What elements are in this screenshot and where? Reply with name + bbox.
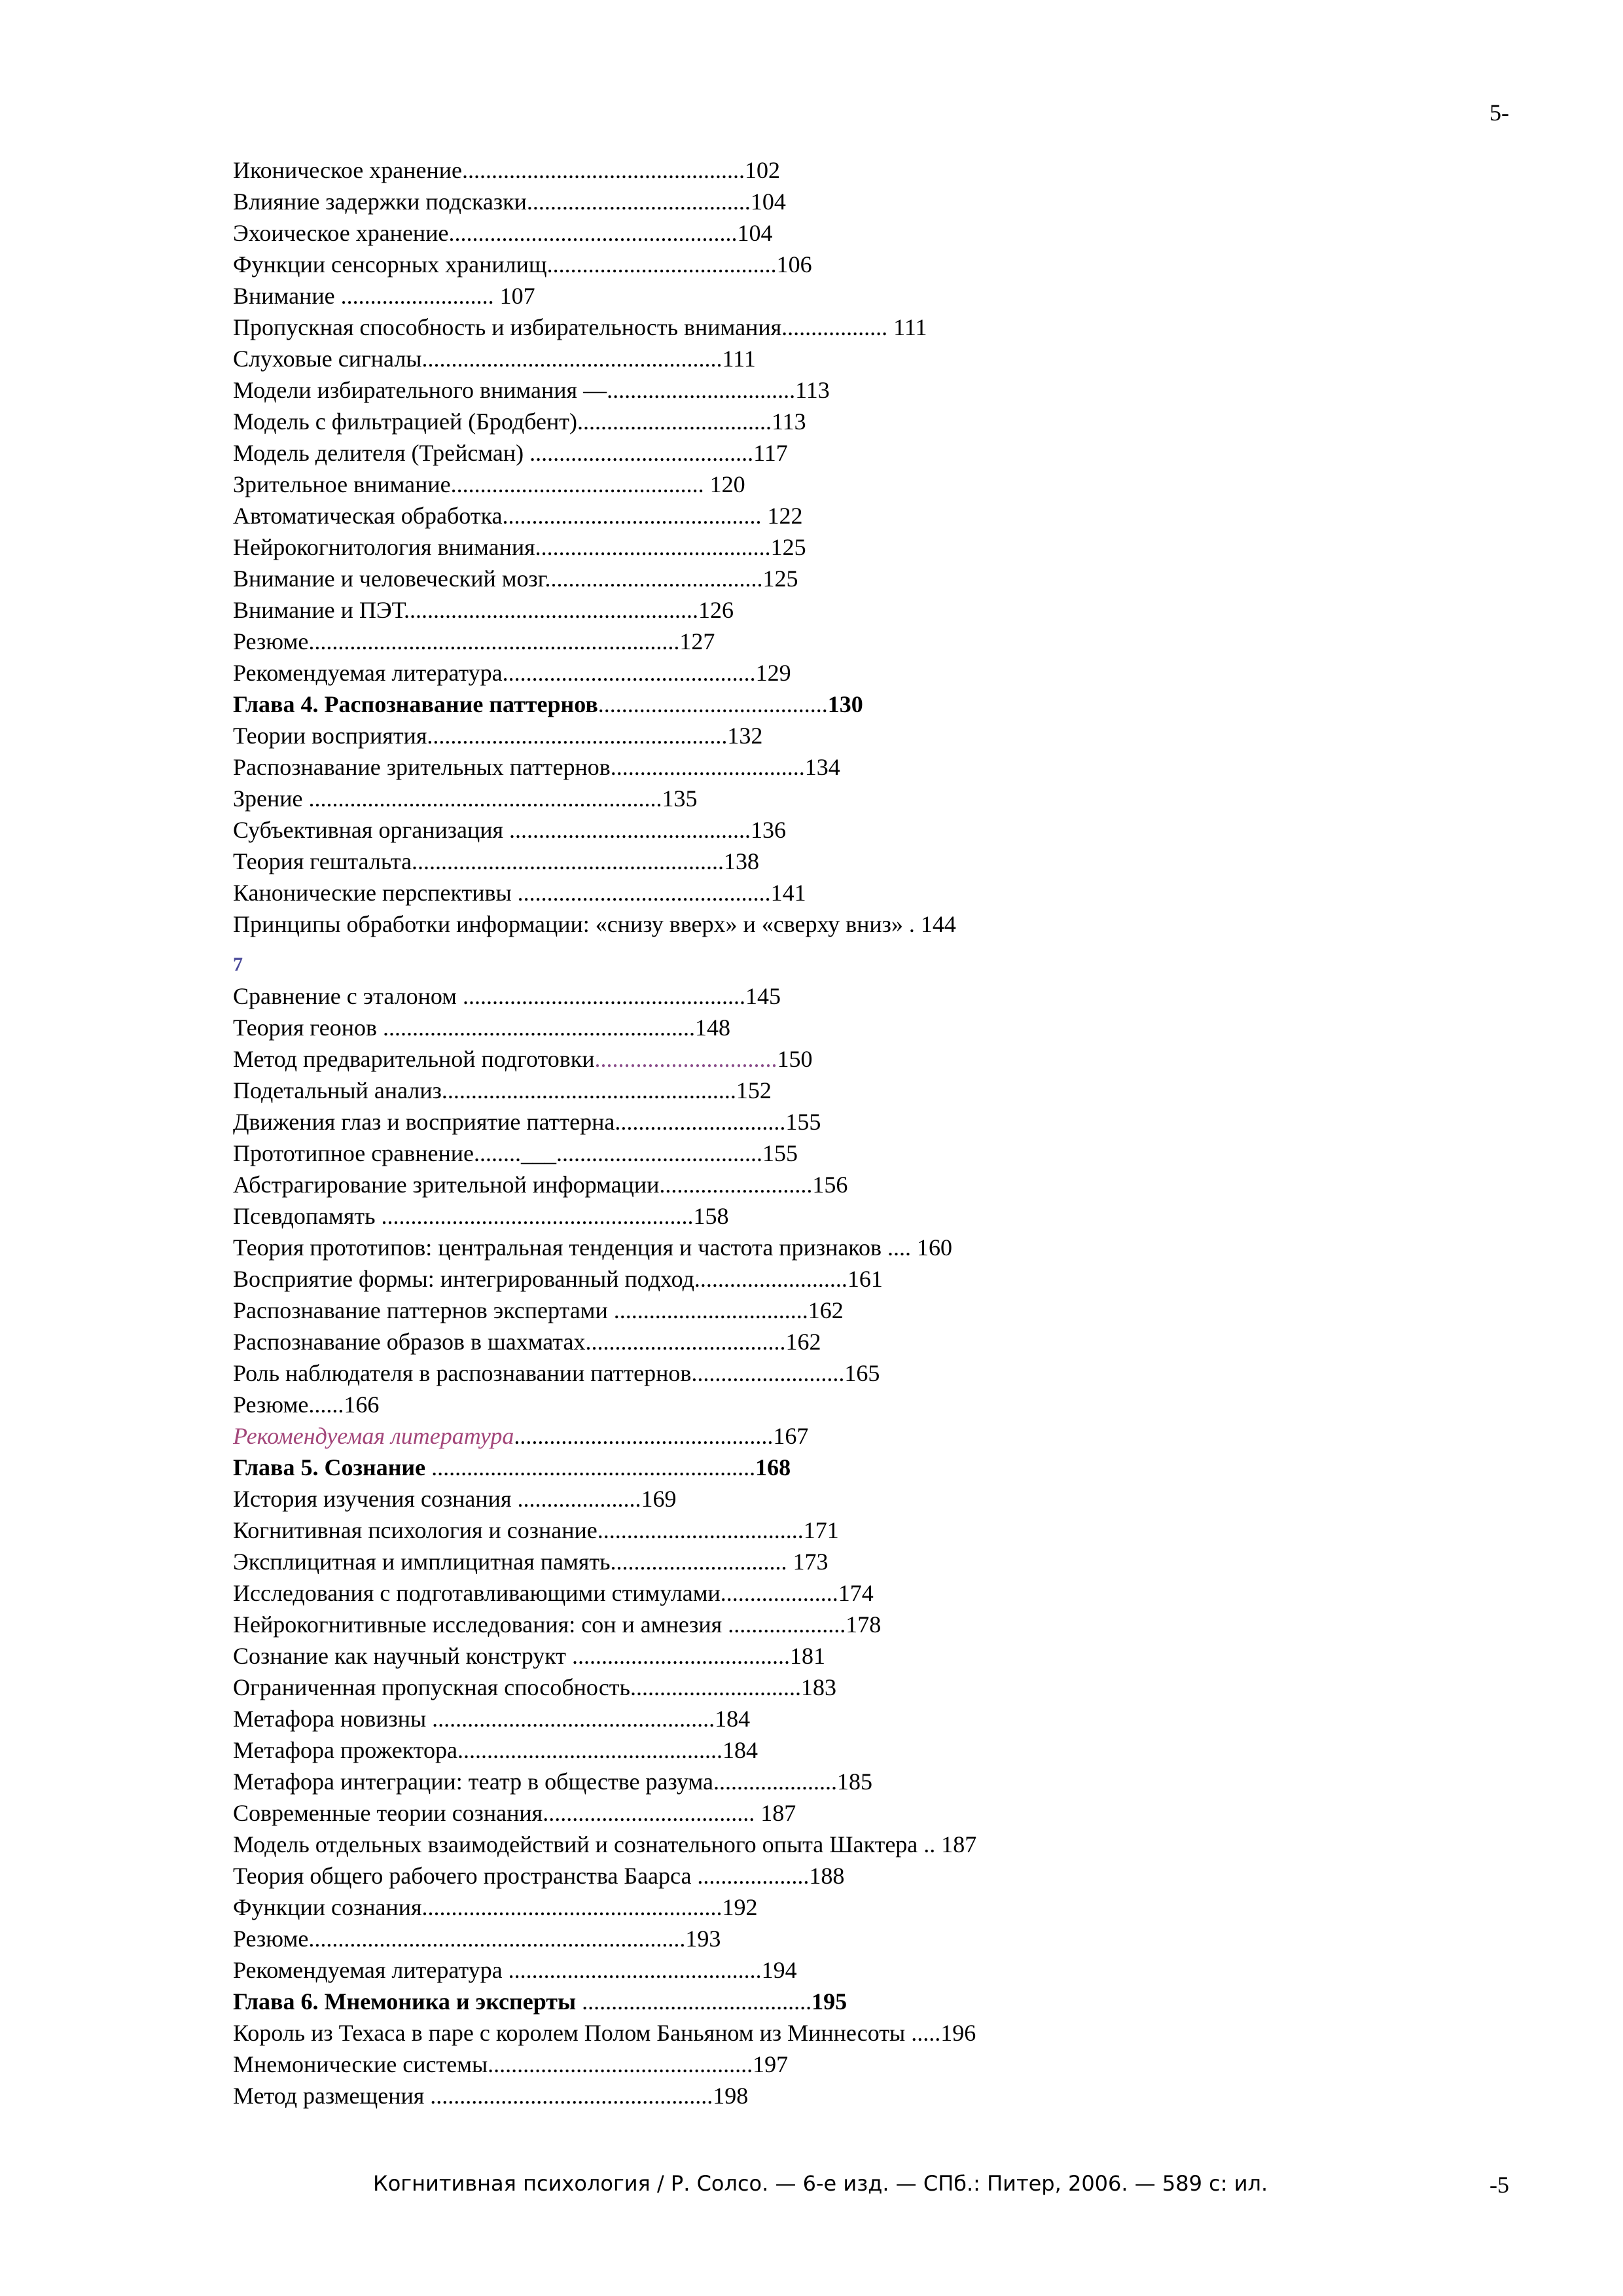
toc-entry-title: Модель делителя (Трейсман) (233, 440, 524, 466)
toc-entry (233, 1923, 1476, 1954)
toc-chapter-entry (233, 1986, 1476, 2017)
toc-entry (233, 1357, 1476, 1389)
toc-entry-title: Пропускная способность и избирательность внимания (233, 314, 782, 340)
toc-entry-title: Абстрагирование зрительной информации (233, 1172, 660, 1198)
toc-entry (233, 280, 1476, 312)
toc-entry (233, 1734, 1476, 1766)
toc-entry (233, 720, 1476, 751)
footer-citation: Когнитивная психология / Р. Солсо. — 6-е изд. — СПб.: Питер, 2006. — 589 с: ил. (373, 2171, 1268, 2196)
toc-entry (233, 217, 1476, 249)
toc-entry-title: Метод предварительной подготовки (233, 1046, 595, 1072)
toc-entry-page: 165 (844, 1360, 880, 1386)
toc-entry (233, 2017, 1476, 2049)
toc-entry-leader: ................................. (610, 754, 805, 780)
toc-entry-leader: ..................................................... (376, 1014, 695, 1041)
toc-entry-leader: ..................................................... (375, 1203, 694, 1229)
toc-entry-page: 167 (773, 1423, 809, 1449)
toc-entry-leader: ............................................. (488, 2051, 753, 2077)
toc-entry-page: 102 (744, 157, 780, 183)
toc-entry-leader: ....................................... (546, 251, 777, 278)
toc-entry-title: Теория геонов (233, 1014, 377, 1041)
toc-entry-title: Резюме (233, 628, 309, 655)
toc-entry-page: 169 (641, 1486, 677, 1512)
toc-entry-page: 127 (679, 628, 715, 655)
toc-entry-leader: ................................... (597, 1517, 804, 1543)
toc-entry-page: 185 (837, 1768, 872, 1795)
toc-entry (233, 1138, 1476, 1169)
toc-entry-leader: ...................................... (524, 440, 754, 466)
toc-entry-page: 145 (745, 983, 781, 1009)
toc-entry-leader: ......................................... (503, 817, 751, 843)
toc-section-2 (233, 980, 1476, 2111)
toc-entry-page: 178 (846, 1611, 882, 1638)
toc-entry-leader: ....................................................... (425, 1454, 756, 1480)
toc-entry-leader: ............................................. (457, 1737, 722, 1763)
toc-entry-page: 162 (808, 1297, 844, 1323)
toc-entry-leader: ............................................................... (308, 628, 680, 655)
toc-entry (233, 1892, 1476, 1923)
toc-entry-title: Резюме (233, 1926, 309, 1952)
toc-entry-title: Метафора интеграции: театр в обществе разума (233, 1768, 713, 1795)
toc-entry-title: Сравнение с эталоном (233, 983, 457, 1009)
toc-entry-title: Прототипное сравнение (233, 1140, 474, 1166)
toc-entry (233, 1577, 1476, 1609)
toc-entry-page: 188 (809, 1863, 845, 1889)
toc-entry-page: 158 (693, 1203, 729, 1229)
toc-entry-page: 152 (736, 1077, 772, 1103)
table-of-contents (233, 154, 1476, 2111)
toc-entry-leader: ................................................ (426, 1706, 715, 1732)
toc-entry-leader: ................................................. (448, 220, 738, 246)
toc-entry-page: 107 (499, 283, 535, 309)
toc-entry (233, 2080, 1476, 2111)
toc-entry-title: Псевдопамять (233, 1203, 376, 1229)
toc-entry-page: 195 (812, 1988, 847, 2015)
toc-entry-title: Принципы обработки информации: «снизу вверх» и «сверху вниз» (233, 911, 903, 937)
toc-entry-page: 184 (722, 1737, 758, 1763)
toc-entry (233, 500, 1476, 531)
toc-entry-leader: ................................. (577, 408, 772, 435)
toc-entry-leader: ................................................ (424, 2083, 713, 2109)
toc-entry (233, 186, 1476, 217)
toc-chapter-entry (233, 689, 1476, 720)
toc-entry-page: 173 (793, 1549, 829, 1575)
toc-entry (233, 1672, 1476, 1703)
toc-entry (233, 877, 1476, 908)
toc-entry-title: Когнитивная психология и сознание (233, 1517, 597, 1543)
toc-entry-page: 150 (777, 1046, 813, 1072)
toc-entry-leader: ..................... (713, 1768, 837, 1795)
toc-entry-title: Модели избирательного внимания — (233, 377, 607, 403)
toc-entry-leader: .................................................. (403, 597, 698, 623)
toc-entry-page: 113 (795, 377, 830, 403)
toc-entry-title: Рекомендуемая литература (233, 1957, 503, 1983)
toc-entry-leader: ................................................... (421, 346, 722, 372)
toc-entry-title: Роль наблюдателя в распознавании паттернов (233, 1360, 692, 1386)
toc-entry-title: Зрительное внимание (233, 471, 451, 497)
toc-entry (233, 1546, 1476, 1577)
toc-entry-page: 138 (724, 848, 760, 874)
toc-entry-page: 196 (940, 2020, 976, 2046)
toc-entry-page: 174 (838, 1580, 874, 1606)
toc-entry-title: Функции сенсорных хранилищ (233, 251, 547, 278)
toc-chapter-entry (233, 1452, 1476, 1483)
toc-entry-title: Канонические перспективы (233, 880, 512, 906)
toc-entry-page: 148 (694, 1014, 730, 1041)
toc-entry (233, 437, 1476, 469)
toc-entry (233, 751, 1476, 783)
toc-entry (233, 1640, 1476, 1672)
toc-entry-page: 181 (790, 1643, 825, 1669)
toc-entry (233, 846, 1476, 877)
toc-entry-leader: ................................................... (427, 723, 728, 749)
toc-entry-leader: ...... (308, 1391, 344, 1418)
toc-entry-leader: ........................................... (502, 1957, 762, 1983)
toc-entry-title: Теория прототипов: центральная тенденция и частота признаков (233, 1234, 882, 1261)
toc-entry-leader: .................... (722, 1611, 846, 1638)
toc-entry-leader: ........................................... (450, 471, 710, 497)
toc-entry (233, 1263, 1476, 1295)
toc-entry (233, 469, 1476, 500)
toc-entry-leader: .......................... (691, 1360, 845, 1386)
toc-entry-title: Субъективная организация (233, 817, 504, 843)
toc-entry (233, 1200, 1476, 1232)
toc-entry (233, 531, 1476, 563)
toc-entry-title: Король из Техаса в паре с королем Полом Баньяном из Миннесоты (233, 2020, 906, 2046)
toc-entry-title: Нейрокогнитология внимания (233, 534, 535, 560)
toc-entry-title: Сознание как научный конструкт (233, 1643, 566, 1669)
toc-entry (233, 908, 1476, 940)
footer-page-number: -5 (1489, 2172, 1509, 2198)
toc-entry-page: 122 (767, 503, 803, 529)
toc-entry-title: Рекомендуемая литература (233, 1423, 514, 1449)
toc-entry-title: Нейрокогнитивные исследования: сон и амнезия (233, 1611, 722, 1638)
toc-entry-leader: .......................... (334, 283, 500, 309)
toc-entry (233, 1169, 1476, 1200)
toc-entry-leader: ....................................... (576, 1988, 812, 2015)
toc-entry-leader: .................... (720, 1580, 838, 1606)
toc-entry (233, 1075, 1476, 1106)
toc-entry-leader: ..................... (511, 1486, 641, 1512)
toc-entry-page: 187 (760, 1800, 796, 1826)
toc-entry (233, 1766, 1476, 1797)
toc-entry-page: 135 (662, 785, 698, 812)
toc-entry-title: История изучения сознания (233, 1486, 512, 1512)
toc-entry (233, 1389, 1476, 1420)
toc-entry-page: 198 (713, 2083, 749, 2109)
toc-entry (233, 1797, 1476, 1829)
toc-entry-leader: ................................................... (421, 1894, 722, 1920)
toc-entry-page: 117 (753, 440, 788, 466)
toc-entry (233, 374, 1476, 406)
toc-entry-title: Теория гештальта (233, 848, 412, 874)
toc-entry-leader: ..................................... (544, 565, 763, 592)
toc-entry (233, 2049, 1476, 2080)
toc-entry (233, 312, 1476, 343)
toc-entry-title: Модель с фильтрацией (Бродбент) (233, 408, 578, 435)
toc-entry-leader: ............................................ (502, 503, 768, 529)
toc-entry-page: 168 (755, 1454, 791, 1480)
toc-entry-page: 162 (785, 1329, 821, 1355)
toc-entry-leader: .................................. (585, 1329, 786, 1355)
toc-entry-leader: ............................................................ (302, 785, 662, 812)
toc-entry-leader: ..................................... (566, 1643, 790, 1669)
toc-entry-title: Распознавание образов в шахматах (233, 1329, 586, 1355)
toc-entry (233, 1703, 1476, 1734)
toc-entry-title: Распознавание зрительных паттернов (233, 754, 611, 780)
toc-entry-leader: .................................... (543, 1800, 761, 1826)
toc-entry (233, 980, 1476, 1012)
toc-entry-leader: ................................................ (456, 983, 745, 1009)
toc-entry-title: Внимание (233, 283, 335, 309)
toc-entry-leader: ........................................... (511, 880, 771, 906)
toc-entry-title: Глава 5. Сознание (233, 1454, 426, 1480)
toc-entry-leader: .................. (781, 314, 894, 340)
toc-entry (233, 406, 1476, 437)
toc-entry-leader: ..... (905, 2020, 941, 2046)
toc-entry-page: 155 (785, 1109, 821, 1135)
toc-entry-title: Эхоическое хранение (233, 220, 449, 246)
toc-entry-leader: ....................................... (597, 691, 828, 717)
toc-entry (233, 1483, 1476, 1515)
toc-entry-title: Резюме (233, 1391, 309, 1418)
toc-entry-leader: .............................. (610, 1549, 793, 1575)
toc-entry (233, 1515, 1476, 1546)
toc-entry-leader: ........___................................... (473, 1140, 762, 1166)
toc-entry-page: 104 (737, 220, 773, 246)
toc-entry (233, 1829, 1476, 1860)
toc-entry (233, 154, 1476, 186)
toc-entry-page: 111 (722, 346, 756, 372)
toc-entry-title: Глава 4. Распознавание паттернов (233, 691, 598, 717)
toc-entry-title: Теории восприятия (233, 723, 427, 749)
toc-entry-title: Мнемонические системы (233, 2051, 488, 2077)
toc-entry-leader: ................................. (607, 1297, 808, 1323)
toc-entry (233, 814, 1476, 846)
header-page-number: 5- (1489, 99, 1509, 126)
toc-entry-title: Теория общего рабочего пространства Баарса (233, 1863, 692, 1889)
toc-entry-title: Подетальный анализ (233, 1077, 442, 1103)
toc-entry-page: 144 (920, 911, 956, 937)
toc-entry-page: 104 (750, 188, 786, 215)
toc-entry (233, 1043, 1476, 1075)
toc-entry-page: 166 (344, 1391, 380, 1418)
toc-entry-title: Распознавание паттернов экспертами (233, 1297, 608, 1323)
toc-entry-title: Движения глаз и восприятие паттерна (233, 1109, 615, 1135)
toc-entry-title: Иконическое хранение (233, 157, 462, 183)
toc-entry-leader: ............................. (630, 1674, 801, 1700)
toc-entry-page: 194 (761, 1957, 797, 1983)
toc-entry (233, 783, 1476, 814)
toc-entry-page: 187 (941, 1831, 977, 1857)
toc-entry-page: 125 (770, 534, 806, 560)
toc-entry-title: Рекомендуемая литература (233, 660, 503, 686)
toc-entry (233, 1326, 1476, 1357)
toc-entry-title: Исследования с подготавливающими стимулами (233, 1580, 721, 1606)
toc-entry-page: 120 (709, 471, 745, 497)
toc-entry (233, 1420, 1476, 1452)
toc-entry-title: Влияние задержки подсказки (233, 188, 527, 215)
toc-entry-title: Модель отдельных взаимодействий и сознательного опыта Шактера (233, 1831, 918, 1857)
toc-entry-title: Ограниченная пропускная способность (233, 1674, 630, 1700)
toc-entry-title: Зрение (233, 785, 303, 812)
toc-entry-title: Современные теории сознания (233, 1800, 543, 1826)
toc-entry-page: 129 (755, 660, 791, 686)
toc-entry-leader: .... (881, 1234, 917, 1261)
toc-entry (233, 1106, 1476, 1138)
toc-entry (233, 657, 1476, 689)
toc-entry-page: 134 (804, 754, 840, 780)
toc-entry (233, 594, 1476, 626)
toc-entry-title: Эксплицитная и имплицитная память (233, 1549, 611, 1575)
toc-entry-leader: ........................................ (535, 534, 771, 560)
toc-section-1 (233, 154, 1476, 940)
toc-entry-page: 197 (753, 2051, 789, 2077)
toc-entry-page: 132 (727, 723, 763, 749)
toc-entry-leader: ..................................................... (412, 848, 724, 874)
toc-entry-leader: .. (918, 1831, 942, 1857)
toc-entry-leader: ........................................... (502, 660, 756, 686)
toc-entry-title: Восприятие формы: интегрированный подход (233, 1266, 694, 1292)
toc-entry-title: Функции сознания (233, 1894, 422, 1920)
toc-entry-page: 155 (762, 1140, 798, 1166)
toc-entry (233, 1295, 1476, 1326)
toc-entry-title: Внимание и ПЭТ (233, 597, 404, 623)
toc-entry-leader: ................... (691, 1863, 810, 1889)
toc-entry-page: 183 (800, 1674, 836, 1700)
toc-entry-title: Автоматическая обработка (233, 503, 503, 529)
toc-entry-title: Метафора новизны (233, 1706, 427, 1732)
toc-entry-page: 171 (803, 1517, 839, 1543)
toc-entry (233, 1860, 1476, 1892)
toc-entry-leader: ............................................ (514, 1423, 774, 1449)
toc-entry-page: 184 (715, 1706, 751, 1732)
toc-entry-leader: ...................................... (526, 188, 751, 215)
toc-entry-title: Внимание и человеческий мозг (233, 565, 545, 592)
toc-entry (233, 343, 1476, 374)
toc-entry-page: 106 (776, 251, 812, 278)
toc-entry-page: 193 (685, 1926, 721, 1952)
toc-entry-leader: .......................... (659, 1172, 813, 1198)
toc-entry-leader: ................................................................ (308, 1926, 686, 1952)
toc-entry-leader: .......................... (694, 1266, 847, 1292)
toc-entry-leader: ................................................ (461, 157, 745, 183)
toc-entry-page: 136 (751, 817, 787, 843)
toc-entry-title: Метафора прожектора (233, 1737, 457, 1763)
toc-entry-page: 160 (916, 1234, 952, 1261)
toc-entry (233, 1012, 1476, 1043)
toc-entry (233, 1609, 1476, 1640)
toc-entry-leader: . (902, 911, 921, 937)
toc-entry-page: 125 (762, 565, 798, 592)
toc-entry-page: 192 (722, 1894, 758, 1920)
toc-entry-page: 113 (772, 408, 806, 435)
toc-entry-page: 130 (827, 691, 863, 717)
toc-entry-title: Глава 6. Мнемоника и эксперты (233, 1988, 577, 2015)
toc-entry-leader: ............................... (594, 1046, 777, 1072)
toc-entry (233, 626, 1476, 657)
toc-entry-page: 156 (812, 1172, 848, 1198)
toc-entry-leader: .................................................. (441, 1077, 736, 1103)
toc-entry-page: 126 (698, 597, 734, 623)
section-marker: 7 (233, 954, 243, 975)
toc-entry-title: Метод размещения (233, 2083, 425, 2109)
toc-entry (233, 249, 1476, 280)
toc-entry (233, 1954, 1476, 1986)
toc-entry-leader: ............................. (615, 1109, 786, 1135)
toc-entry-page: 111 (893, 314, 927, 340)
toc-entry (233, 563, 1476, 594)
toc-entry-leader: ................................ (607, 377, 796, 403)
toc-entry-title: Слуховые сигналы (233, 346, 422, 372)
toc-entry-page: 141 (770, 880, 806, 906)
toc-entry (233, 1232, 1476, 1263)
toc-entry-page: 161 (847, 1266, 883, 1292)
